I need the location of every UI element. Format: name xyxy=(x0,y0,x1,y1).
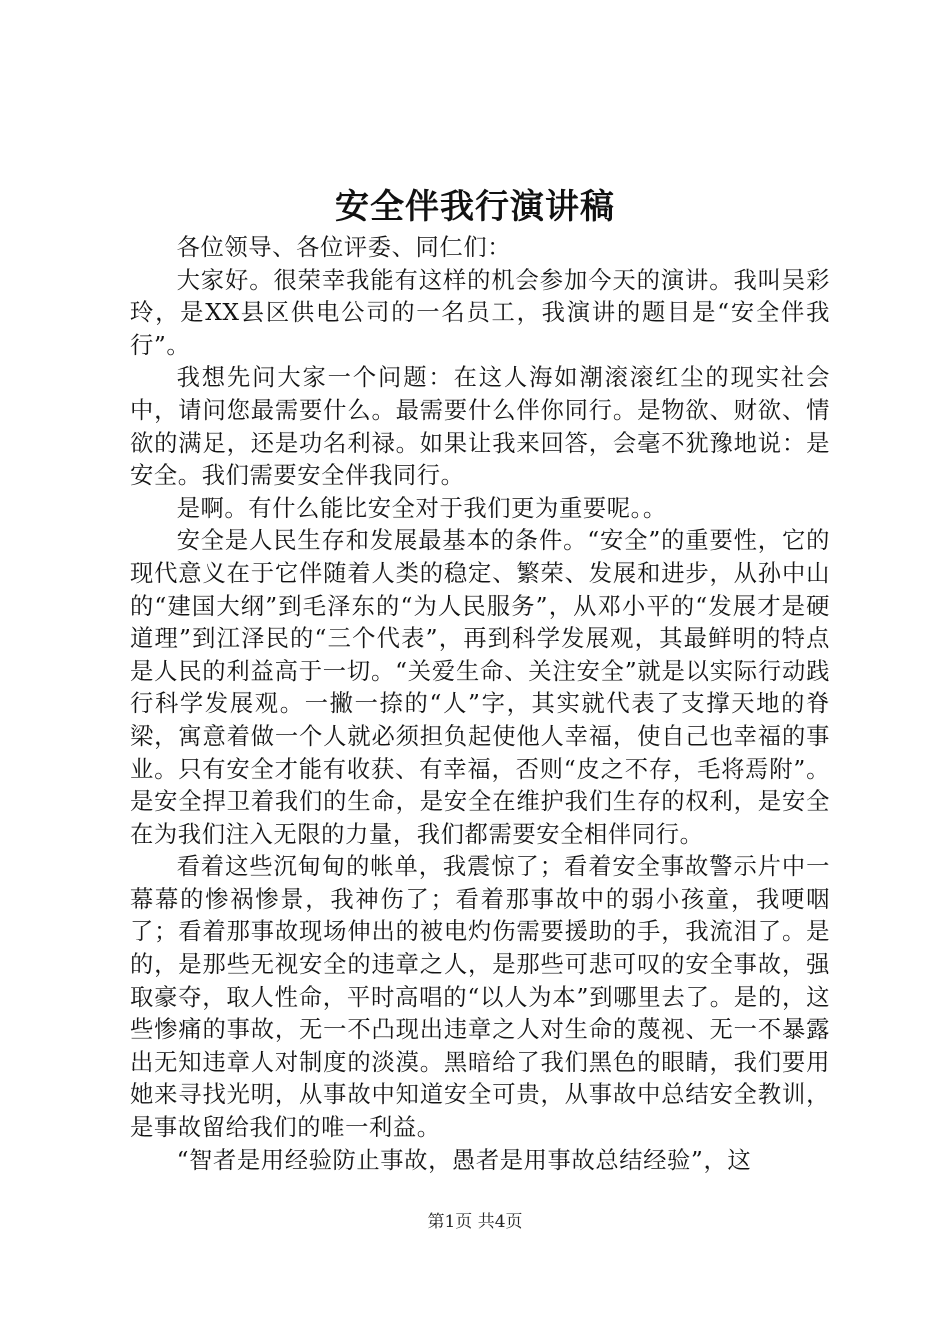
page-title: 安全伴我行演讲稿 xyxy=(335,187,615,227)
document-body xyxy=(130,232,830,1177)
body-paragraph: “智者是用经验防止事故，愚者是用事故总结经验”，这 xyxy=(176,1146,752,1174)
salutation-paragraph: 各位领导、各位评委、同仁们： xyxy=(176,234,512,261)
body-paragraph: 是啊。有什么能比安全对于我们更为重要呢。。 xyxy=(176,494,667,522)
body-paragraph: 看着这些沉甸甸的帐单，我震惊了；看着安全事故警示片中一幕幕的惨祸惨景，我神伤了；看着那事故中的弱小孩童，我哽咽了；看着那事故现场伸出的被电灼伤需要援助的手，我流泪了。是的，是那些无视安全的违章之人，是那些可悲可叹的安全事故，强取豪夺，取人性命，平时高唱的“以人为本”到哪里去了。是的，这些惨痛的事故，无一不凸现出违章之人对生命的蔑视、无一不暴露出无知违章人对制度的淡漠。黑暗给了我们黑色的眼睛，我们要用她来寻找光明，从事故中知道安全可贵，从事故中总结安全教训，是事故留给我们的唯一利益。 xyxy=(130,853,830,1142)
body-paragraph: 我想先问大家一个问题：在这人海如潮滚滚红尘的现实社会中，请问您最需要什么。最需要什么伴你同行。是物欲、财欲、情欲的满足，还是功名利禄。如果让我来回答，会毫不犹豫地说：是安全。我们需要安全伴我同行。 xyxy=(130,364,830,490)
body-paragraph: 安全是人民生存和发展最基本的条件。“安全”的重要性，它的现代意义在于它伴随着人类的稳定、繁荣、发展和进步，从孙中山的“建国大纲”到毛泽东的“为人民服务”，从邓小平的“发展才是硬道理”到江泽民的“三个代表”，再到科学发展观，其最鲜明的特点是人民的利益高于一切。“关爱生命、关注安全”就是以实际行动践行科学发展观。一撇一捺的“人”字，其实就代表了支撑天地的脊梁，寓意着做一个人就必须担负起使他人幸福，使自己也幸福的事业。只有安全才能有收获、有幸福，否则“皮之不存，毛将焉附”。是安全捍卫着我们的生命，是安全在维护我们生存的权利，是安全在为我们注入无限的力量，我们都需要安全相伴同行。 xyxy=(130,527,830,848)
page-number-footer: 第1页 共4页 xyxy=(427,1212,523,1232)
body-paragraph: 大家好。很荣幸我能有这样的机会参加今天的演讲。我叫吴彩玲，是XX县区供电公司的一名员工，我演讲的题目是“安全伴我行”。 xyxy=(130,266,830,359)
